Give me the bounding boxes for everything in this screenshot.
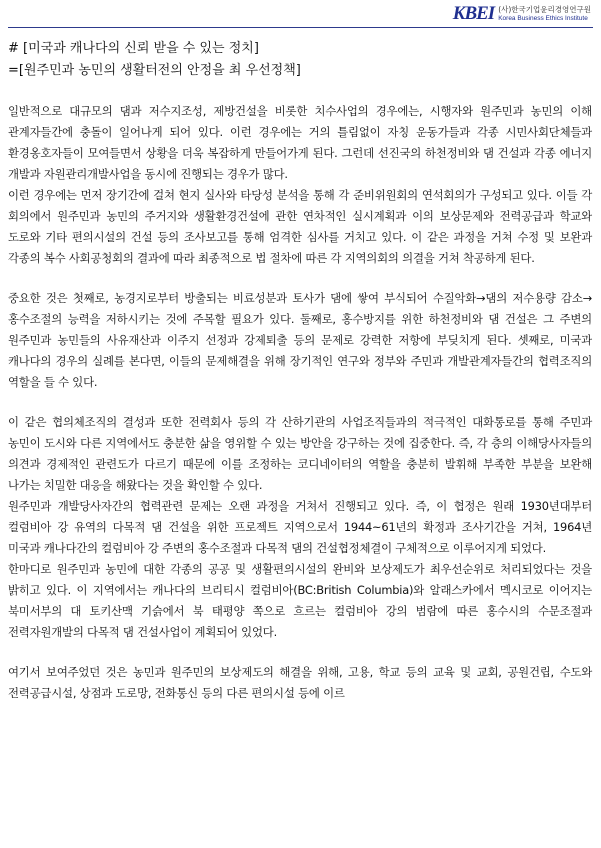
logo-mark: KBEI bbox=[452, 3, 495, 24]
paragraph-1: 일반적으로 대규모의 댐과 저수지조성, 제방건설을 비롯한 치수사업의 경우에는, 시행자와 원주민과 농민의 이해 관계자들간에 충돌이 일어나게 되어 있다. 이런 경우에는 거의 틀림없이 자칭 운동가들과 각종 시민사회단체들과 환경옹호자들이 모여들면서 상황을 더욱 복잡하게 만들어가게 된다. 그런데 선진국의 하천정비와 댐 건설과 각종 에너지 개발과 자원관리개발사업을 동시에 진행되는 경우가 많다. bbox=[8, 104, 592, 181]
spacer bbox=[8, 269, 592, 288]
page-header bbox=[0, 0, 601, 28]
paragraph-7: 여기서 보여주었던 것은 농민과 원주민의 보상제도의 해결을 위해, 고용, 학교 등의 교육 및 교회, 공원건립, 수도와 전력공급시설, 상점과 도로망, 전화통신 등의 다른 편의시설 등에 이르 bbox=[8, 665, 592, 700]
spacer bbox=[8, 393, 592, 412]
header-divider bbox=[8, 27, 593, 28]
document-title: # [미국과 캐나다의 신뢰 받을 수 있는 정치] bbox=[8, 41, 259, 56]
logo-text bbox=[498, 5, 591, 23]
logo-korean-name: (사)한국기업윤리경영연구원 bbox=[498, 5, 591, 14]
paragraph-5: 원주민과 개발당사자간의 협력관련 문제는 오랜 과정을 거쳐서 진행되고 있다. 즉, 이 협정은 원래 1930년대부터 컬럼비아 강 유역의 다목적 댐 건설을 위한 프로젝트 지역으로서 1944~61년의 확정과 조사기간을 거쳐, 1964년 미국과 캐나다간의 컬럼비아 강 주변의 홍수조절과 다목적 댐의 건설협정체결이 구체적으로 이루어지게 되었다. bbox=[8, 499, 592, 555]
paragraph-2: 이런 경우에는 먼저 장기간에 걸쳐 현지 실사와 타당성 분석을 통해 각 준비위원회의 연석회의가 구성되고 있다. 이들 각 회의에서 원주민과 농민의 주거지와 생활환경건설에 관한 연차적인 실시계획과 이의 보상문제와 전력공급과 학교와 도로와 기타 편의시설의 건설 등의 조사보고를 통해 엄격한 심사를 거치고 있다. 이 같은 과정을 거쳐 수정 및 보완과 각종의 복수 사회공청회의 결과에 따라 최종적으로 법 절차에 따른 각 지역의회의 의결을 거쳐 착공하게 된다. bbox=[8, 188, 592, 265]
spacer bbox=[8, 643, 592, 662]
spacer bbox=[8, 82, 592, 101]
logo-english-name: Korea Business Ethics Institute bbox=[498, 15, 588, 22]
document-body bbox=[8, 38, 592, 704]
institute-logo bbox=[453, 3, 591, 25]
paragraph-3: 중요한 것은 첫째로, 농경지로부터 방출되는 비료성분과 토사가 댐에 쌓여 부식되어 수질악화→댐의 저수용량 감소→홍수조절의 능력을 저하시키는 것에 주목할 필요가 있다. 둘째로, 홍수방지를 위한 하천정비와 댐 건설은 그 주변의 원주민과 농민들의 사유재산과 이주지 선정과 강제퇴출 등의 문제로 강력한 저항에 부딪치게 된다. 셋째로, 미국과 캐나다의 경우의 실례를 본다면, 이들의 문제해결을 위해 장기적인 연구와 정부와 주민과 개발관계자들간의 협력조직의 역할을 들 수 있다. bbox=[8, 291, 592, 389]
paragraph-4: 이 같은 협의체조직의 결성과 또한 전력회사 등의 각 산하기관의 사업조직들과의 적극적인 대화통로를 통해 주민과 농민이 도시와 다른 지역에서도 충분한 삶을 영위할 수 있는 방안을 강구하는 것에 집중한다. 즉, 각 층의 이해당사자들의 의견과 경제적인 관련도가 다르기 때문에 이를 조정하는 코디네이터의 역할을 충분히 발휘해 부족한 부분을 보완해 나가는 치밀한 대응을 해왔다는 것을 확인할 수 있다. bbox=[8, 415, 592, 492]
paragraph-6: 한마디로 원주민과 농민에 대한 각종의 공공 및 생활편의시설의 완비와 보상제도가 최우선순위로 처리되었다는 것을 밝히고 있다. 이 지역에서는 캐나다의 브리티시 컬럼비아(BC:British Columbia)와 알래스카에서 멕시코로 이어지는 북미서부의 대 토키산맥 기슭에서 북 태평양 쪽으로 흐르는 컬럼비아 강의 범람에 따른 홍수시의 수문조절과 전력자원개발의 다목적 댐 건설사업이 계획되어 있었다. bbox=[8, 562, 592, 639]
document-subtitle: =[원주민과 농민의 생활터전의 안정을 최 우선정책] bbox=[8, 63, 301, 78]
